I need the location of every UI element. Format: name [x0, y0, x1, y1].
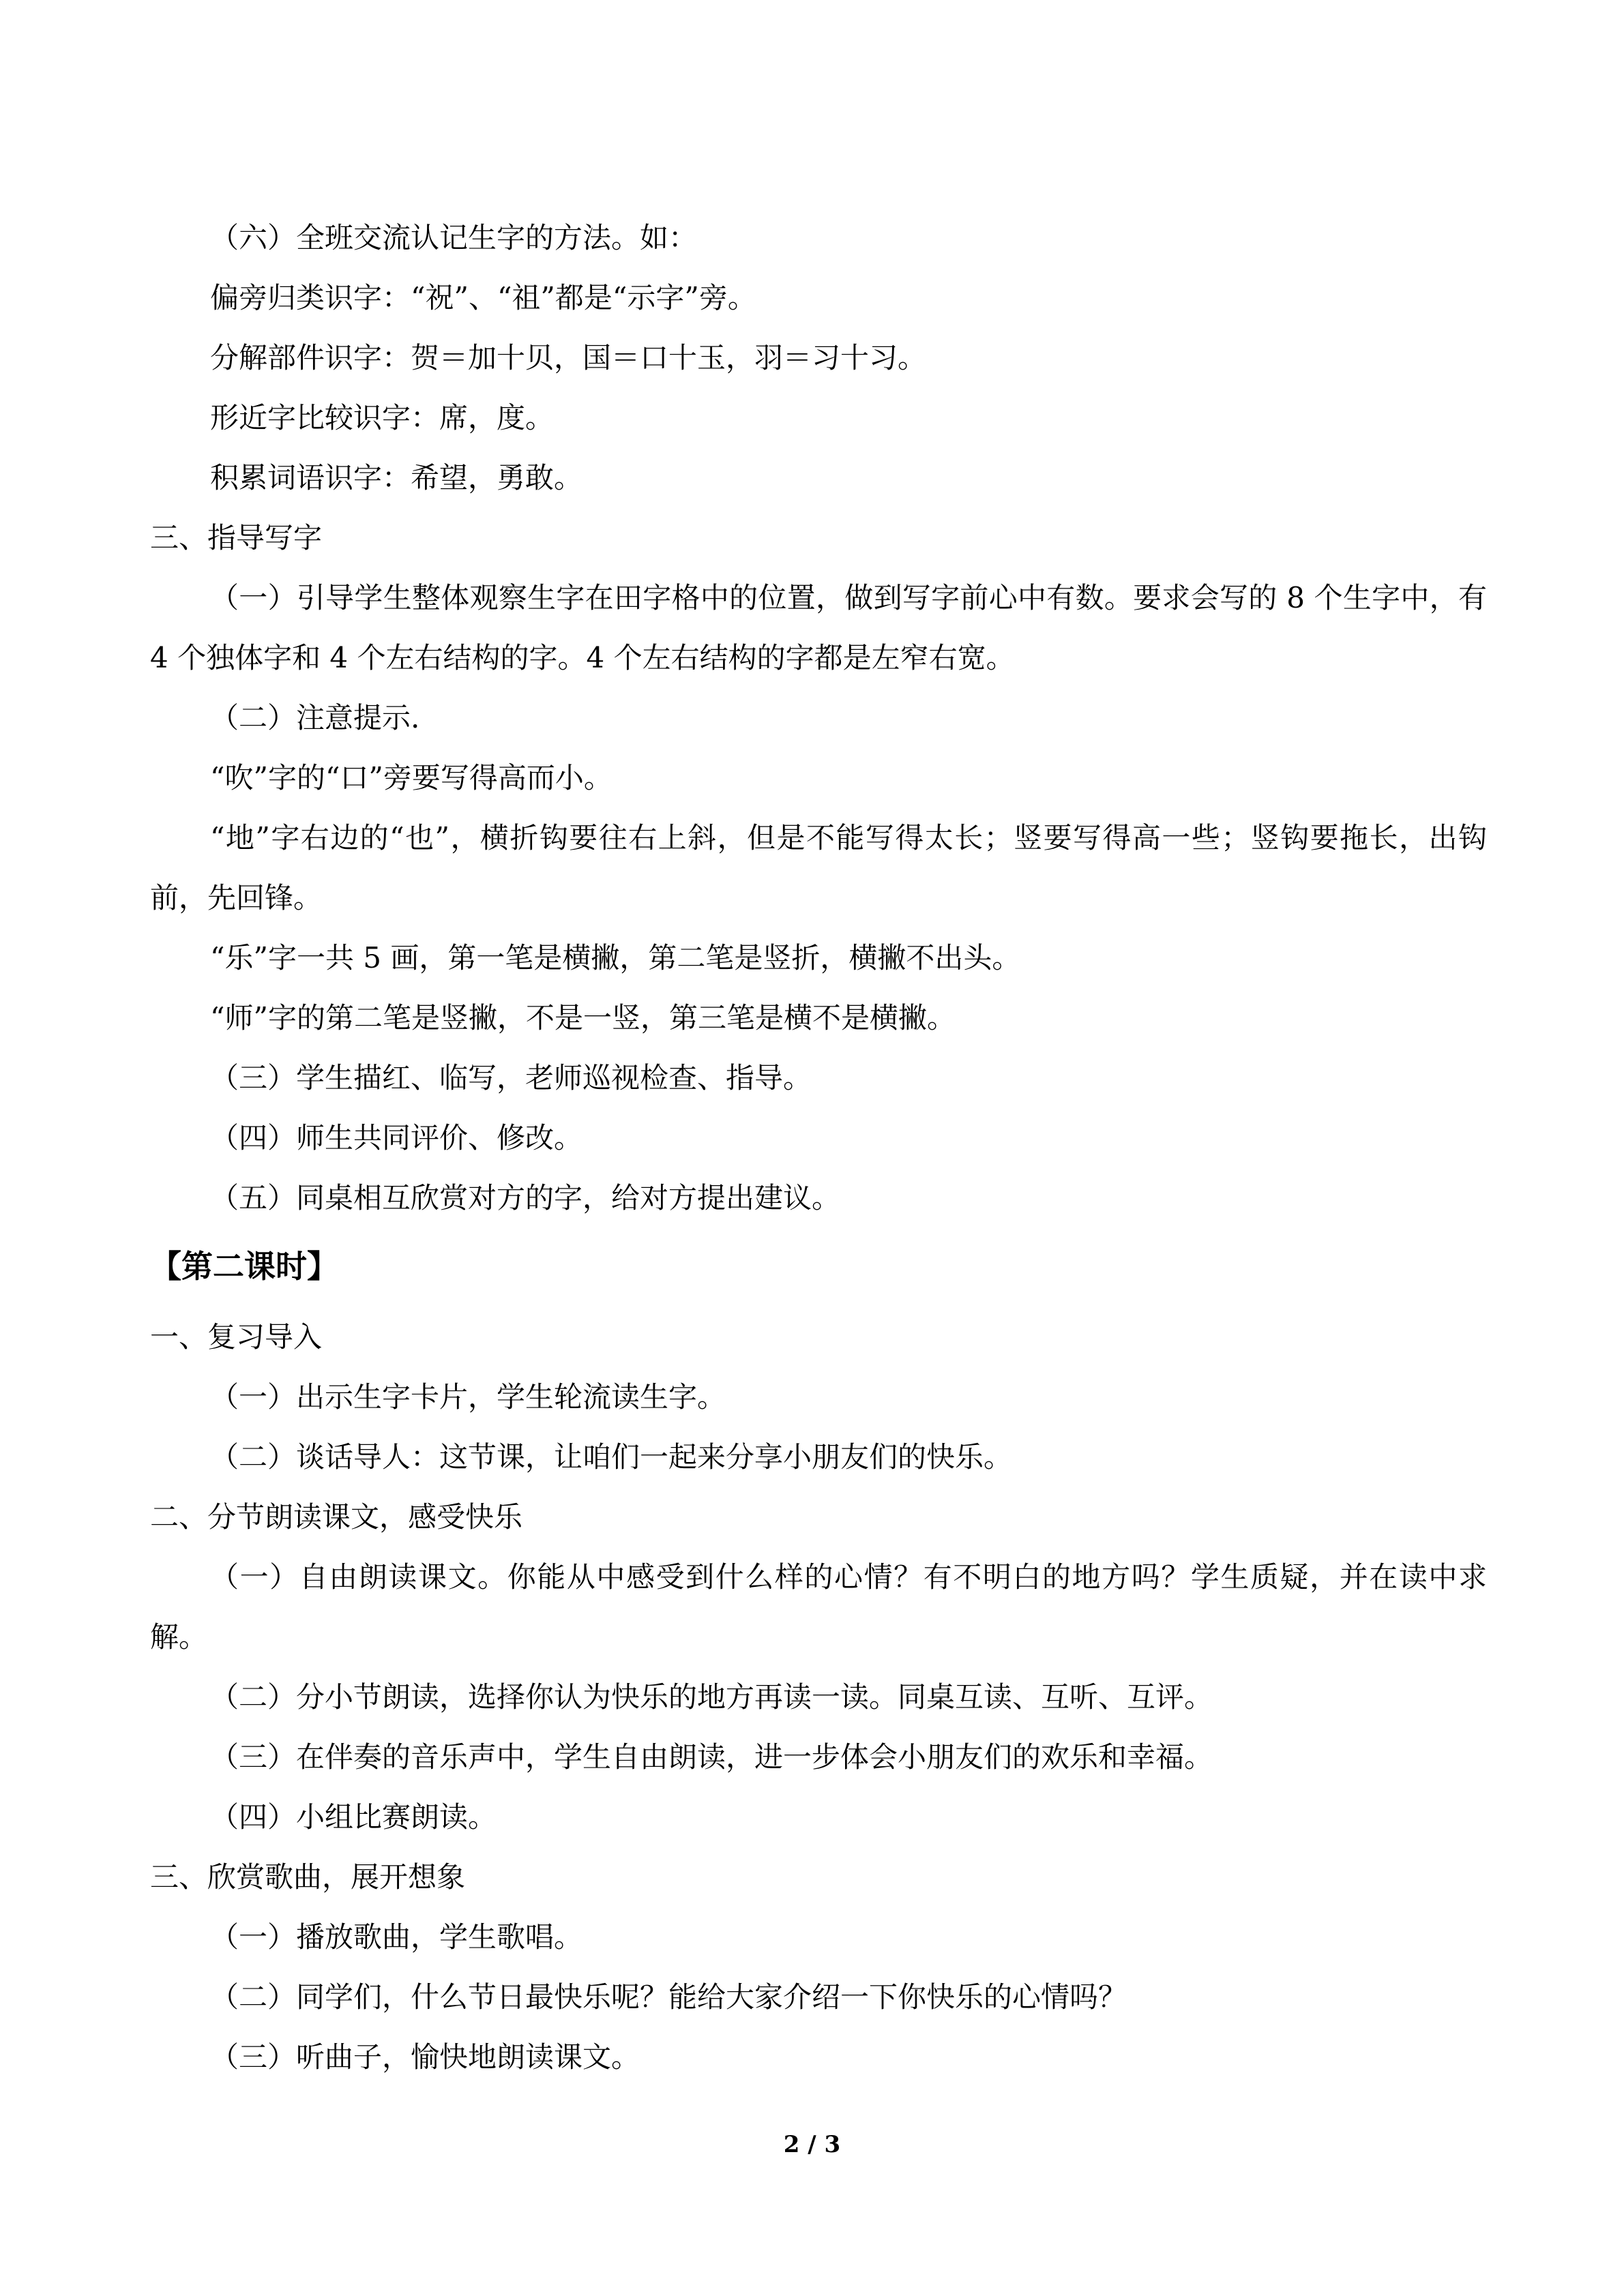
- text-line: 分解部件识字：贺＝加十贝，国＝口十玉，羽＝习十习。: [210, 341, 927, 374]
- text-line: （六）全班交流认记生字的方法。如：: [210, 221, 698, 254]
- heading-reading: 二、分节朗读课文，感受快乐: [150, 1500, 523, 1534]
- text-line: 积累词语识字：希望，勇敢。: [210, 461, 583, 494]
- text-line: 形近字比较识字：席，度。: [210, 401, 555, 434]
- text-line: （二）谈话导人：这节课，让咱们一起来分享小朋友们的快乐。: [210, 1440, 1013, 1474]
- text-line: （二）同学们，什么节日最快乐呢？能给大家介绍一下你快乐的心情吗？: [210, 1980, 1127, 2014]
- text-line: （一）出示生字卡片，学生轮流读生字。: [210, 1380, 726, 1414]
- paragraph: （一）自由朗读课文。你能从中感受到什么样的心情？有不明白的地方吗？学生质疑，并在读中求解。: [150, 1560, 1487, 1654]
- text-line: （三）学生描红、临写，老师巡视检查、指导。: [210, 1061, 812, 1094]
- text-line: （三）在伴奏的音乐声中，学生自由朗读，进一步体会小朋友们的欢乐和幸福。: [210, 1740, 1213, 1774]
- heading-review: 一、复习导入: [150, 1320, 323, 1354]
- text-line: “乐”字一共 5 画，第一笔是横撇，第二笔是竖折，横撇不出头。: [210, 941, 1021, 974]
- text-line: （五）同桌相互欣赏对方的字，给对方提出建议。: [210, 1181, 841, 1214]
- page-content: [150, 208, 1487, 2087]
- text-line: “师”字的第二笔是竖撇，不是一竖，第三笔是横不是横撇。: [210, 1001, 956, 1034]
- text-line: （四）师生共同评价、修改。: [210, 1121, 583, 1154]
- heading-guide-writing: 三、指导写字: [150, 521, 323, 554]
- text-line: （二）注意提示.: [210, 701, 420, 734]
- text-line: （二）分小节朗读，选择你认为快乐的地方再读一读。同桌互读、互听、互评。: [210, 1680, 1213, 1714]
- paragraph: （一）引导学生整体观察生字在田字格中的位置，做到写字前心中有数。要求会写的 8 个生字中，有 4 个独体字和 4 个左右结构的字。4 个左右结构的字都是左窄右宽。: [150, 581, 1487, 674]
- section-title: 【第二课时】: [150, 1248, 338, 1285]
- text-line: （一）播放歌曲，学生歌唱。: [210, 1920, 583, 1954]
- paragraph: “地”字右边的“也”，横折钩要往右上斜，但是不能写得太长；竖要写得高一些；竖钩要拖长，出钩前，先回锋。: [150, 821, 1487, 914]
- text-line: （四）小组比赛朗读。: [210, 1800, 497, 1834]
- page-number: 2 / 3: [783, 2131, 841, 2158]
- text-line: 偏旁归类识字：“祝”、“祖”都是“示字”旁。: [210, 281, 756, 314]
- heading-song: 三、欣赏歌曲，展开想象: [150, 1860, 466, 1894]
- text-line: “吹”字的“口”旁要写得高而小。: [210, 761, 612, 794]
- text-line: （三）听曲子，愉快地朗读课文。: [210, 2040, 640, 2074]
